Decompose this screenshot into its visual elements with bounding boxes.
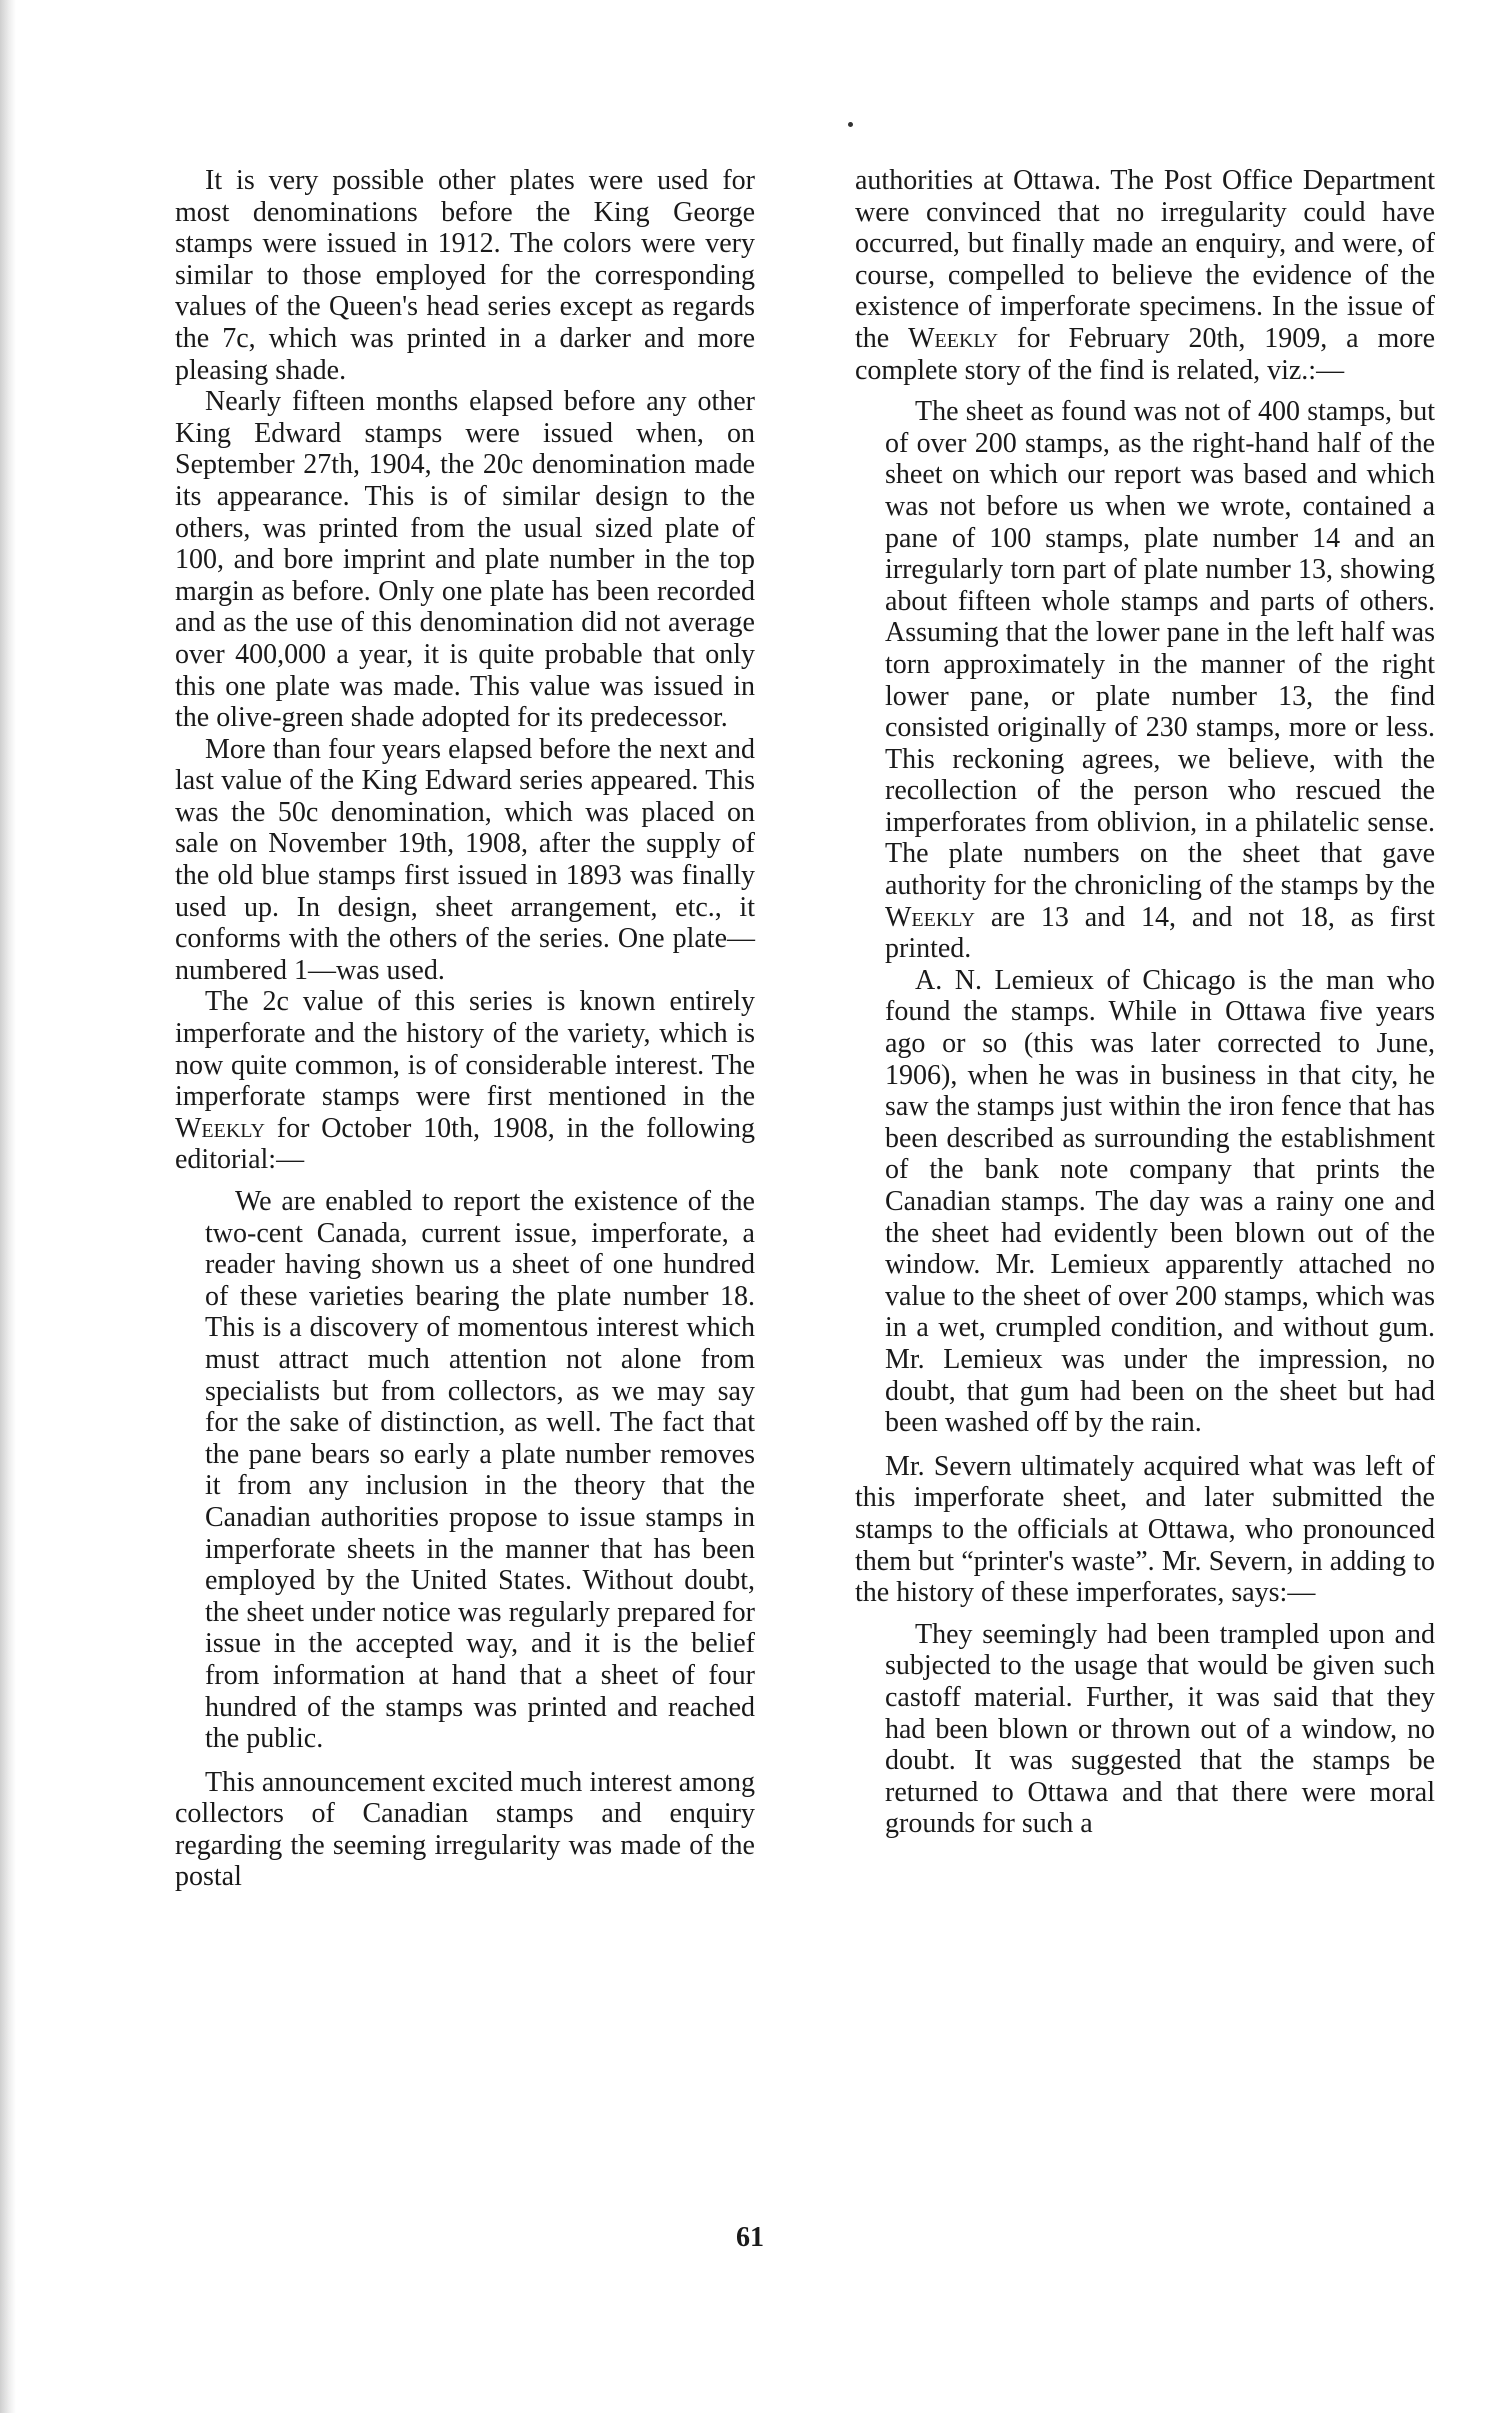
text-run: The sheet as found was not of 400 stamps, but of over 200 stamps, as the right-hand half of the sheet on which our report was based and which was not before us when we wrote, contained a pane of 100 stamps, plate number 14 and an irregularly torn part of plate number 13, showing about fifteen whole stamps and parts of others. Assuming that the lower pane in the left half was torn approximately in the manner of the right lower pane, or plate number 13, the find consisted originally of 230 stamps, more or less. This reckoning agrees, we believe, with the recollection of the person who rescued the imperforates from oblivion, in a philatelic sense. The plate numbers on the sheet that gave authority for the chronicling of the stamps by the — [885, 396, 1435, 902]
block-quote — [885, 396, 1435, 965]
publication-name: Weekly — [175, 1112, 265, 1144]
paragraph: Mr. Severn ultimately acquired what was left of this imperforate sheet, and later submitted the stamps to the officials at Ottawa, who pronounced them but “printer's waste”. Mr. Severn, in adding to the history of these imperforates, says:— — [855, 1450, 1435, 1609]
paragraph: More than four years elapsed before the next and last value of the King Edward series appeared. This was the 50c denomination, which was placed on sale on November 19th, 1908, after the supply of the old blue stamps first issued in 1893 was finally used up. In design, sheet arrangement, etc., it conforms with the others of the series. One plate—numbered 1—was used. — [175, 733, 755, 986]
scanned-page-edge — [0, 0, 16, 2413]
text-run: for February 20th, 1909, a more complete story of the find is related, viz.:— — [855, 322, 1435, 386]
publication-name: Weekly — [885, 901, 975, 933]
text-run: The 2c value of this series is known entirely imperforate and the history of the variety, which is now quite common, is of considerable interest. The imperforate stamps were first mentioned in the — [175, 986, 755, 1113]
block-quote: A. N. Lemieux of Chicago is the man who found the stamps. While in Ottawa five years ago or so (this was later corrected to June, 1906), when he was in business in that city, he saw the stamps just within the iron fence that has been described as surrounding the establishment of the bank note company that prints the Canadian stamps. The day was a rainy one and the sheet had evidently been blown out of the window. Mr. Lemieux apparently attached no value to the sheet of over 200 stamps, which was in a wet, crumpled condition, and without gum. Mr. Lemieux was under the impression, no doubt, that gum had been on the sheet but had been washed off by the rain. — [885, 964, 1435, 1439]
paragraph: It is very possible other plates were used for most denominations before the King George stamps were issued in 1912. The colors were very similar to those employed for the corresponding values of the Queen's head series except as regards the 7c, which was printed in a darker and more pleasing shade. — [175, 165, 755, 386]
text-run: authorities at Ottawa. The Post Office Department were convinced that no irregularity could have occurred, but finally made an enquiry, and were, of course, compelled to believe the evidence of the existence of imperforate specimens. In the issue of the — [855, 165, 1435, 354]
ink-speck — [848, 122, 853, 127]
paragraph — [175, 986, 755, 1176]
block-quote: We are enabled to report the existence of the two-cent Canada, current issue, imperforate, a reader having shown us a sheet of one hundred of these varieties bearing the plate number 18. This is a discovery of momentous interest which must attract much attention not alone from specialists but from collectors, as we may say for the sake of distinction, as well. The fact that the pane bears so early a plate number removes it from any inclusion in the theory that the Canadian authorities propose to issue stamps in imperforate sheets in the manner that has been employed by the United States. Without doubt, the sheet under notice was regularly prepared for issue in the accepted way, and it is the belief from information at hand that a sheet of four hundred of the stamps was printed and reached the public. — [205, 1186, 755, 1755]
publication-name: Weekly — [908, 322, 999, 354]
paragraph: Nearly fifteen months elapsed before any other King Edward stamps were issued when, on September 27th, 1904, the 20c denomination made its appearance. This is of similar design to the others, was printed from the usual sized plate of 100, and bore imprint and plate number in the top margin as before. Only one plate has been recorded and as the use of this denomination did not average over 400,000 a year, it is quite probable that only this one plate was made. This value was issued in the olive-green shade adopted for its predecessor. — [175, 386, 755, 734]
page-number: 61 — [736, 2222, 764, 2253]
left-column — [175, 165, 755, 1893]
text-run: are 13 and 14, and not 18, as first printed. — [885, 901, 1436, 965]
right-column — [855, 165, 1435, 1852]
paragraph: This announcement excited much interest among collectors of Canadian stamps and enquiry regarding the seeming irregularity was made of the postal — [175, 1766, 755, 1893]
paragraph — [855, 165, 1435, 386]
block-quote: They seemingly had been trampled upon and subjected to the usage that would be given such castoff material. Further, it was said that they had been blown or thrown out of a window, no doubt. It was suggested that the stamps be returned to Ottawa and that there were moral grounds for such a — [885, 1618, 1435, 1840]
text-run: for October 10th, 1908, in the following editorial:— — [175, 1112, 755, 1176]
